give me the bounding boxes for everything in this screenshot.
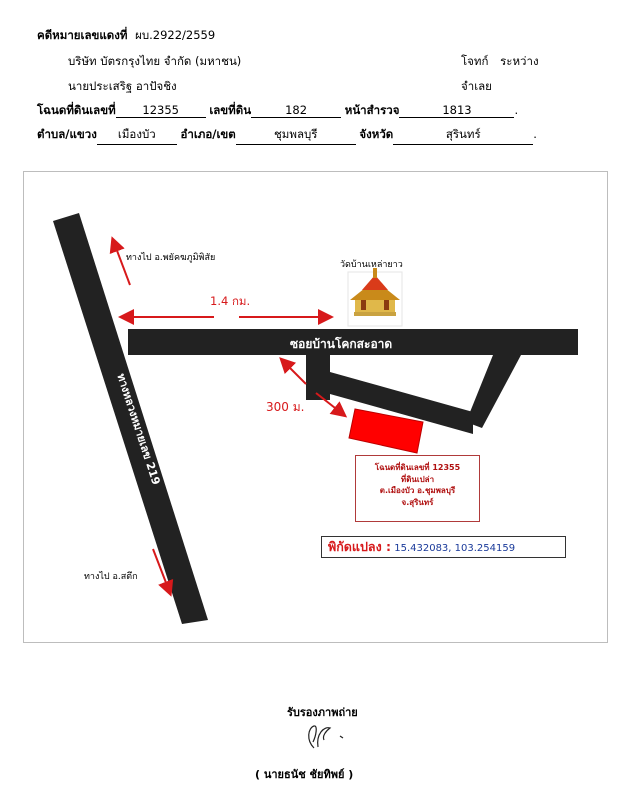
temple-distance-label: 1.4 กม. <box>210 294 251 308</box>
province-dot: . <box>533 127 537 141</box>
soi-name-label: ซอยบ้านโคกสะอาด <box>290 337 393 351</box>
branch-road-vertical <box>306 354 330 400</box>
land-number: 182 <box>251 103 341 118</box>
survey-number: 1813 <box>399 103 514 118</box>
between-word: ระหว่าง <box>500 54 539 68</box>
survey-dot: . <box>514 103 519 117</box>
plot-distance-arrow-up <box>282 360 306 384</box>
location-map <box>23 171 608 643</box>
plot-info-line: โฉนดที่ดินเลขที่ 12355 <box>374 463 461 472</box>
plot-info-box <box>355 455 480 522</box>
certify-label: รับรองภาพถ่าย <box>287 706 358 719</box>
coordinates-label: พิกัดแปลง : <box>328 539 392 554</box>
survey-label: หน้าสำรวจ <box>344 103 400 117</box>
temple-name-label: วัดบ้านเหล่ายาว <box>340 260 403 270</box>
signature-icon <box>300 722 360 754</box>
deed-label: โฉนดที่ดินเลขที่ <box>37 103 116 117</box>
plot-info-line: จ.สุรินทร์ <box>401 497 434 507</box>
land-number-label: เลขที่ดิน <box>209 103 252 117</box>
coordinates-value: 15.432083, 103.254159 <box>394 543 516 554</box>
district-value: ชุมพลบุรี <box>236 126 356 145</box>
highway-219-label: ทางหลวงหมายเลข 219 <box>114 371 163 487</box>
defendant-name: นายประเสริฐ อาปัจชิง <box>68 79 177 93</box>
subdistrict-value: เมืองบัว <box>97 126 177 145</box>
province-value: สุรินทร์ <box>393 126 533 145</box>
north-direction-label: ทางไป อ.พยัคฆภูมิพิสัย <box>126 253 216 263</box>
south-direction-label: ทางไป อ.สตึก <box>84 572 138 582</box>
plaintiff-name: บริษัท บัตรกรุงไทย จำกัด (มหาชน) <box>68 54 242 68</box>
case-number: ผบ.2922/2559 <box>135 28 216 42</box>
signer-name: ( นายธนัช ชัยทิพย์ ) <box>255 768 354 781</box>
case-label: คดีหมายเลขแดงที่ <box>37 28 128 42</box>
plot-info-line: ต.เมืองบัว อ.ชุมพลบุรี <box>379 486 456 496</box>
province-label: จังหวัด <box>359 127 394 141</box>
deed-line <box>37 102 518 120</box>
district-label: อำเภอ/เขต <box>180 127 236 141</box>
plaintiff-role: โจทก์ <box>461 54 489 68</box>
location-line <box>37 126 537 145</box>
deed-number: 12355 <box>116 103 206 118</box>
temple-icon <box>348 268 402 326</box>
subdistrict-label: ตำบล/แขวง <box>37 127 97 141</box>
plot-info-line: ที่ดินเปล่า <box>400 474 435 484</box>
case-number-line <box>37 27 215 45</box>
plot-distance-label: 300 ม. <box>266 400 305 414</box>
defendant-role: จำเลย <box>461 79 492 93</box>
plaintiff-role-line <box>461 53 539 71</box>
coordinates-box <box>321 536 566 558</box>
branch-road-connector <box>466 355 521 428</box>
